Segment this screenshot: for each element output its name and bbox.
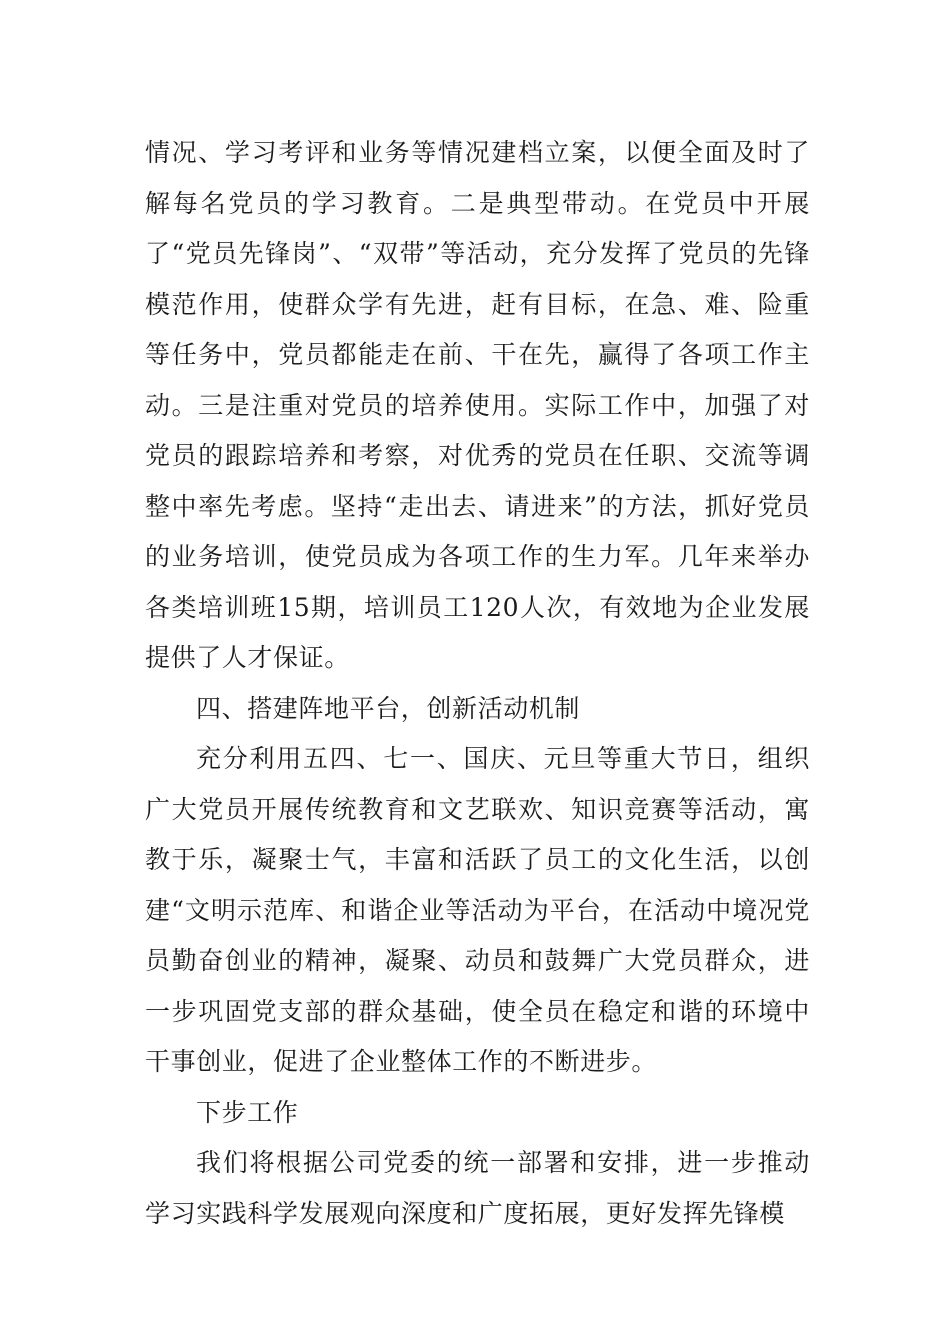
body-paragraph: 充分利用五四、七一、国庆、元旦等重大节日，组织广大党员开展传统教育和文艺联欢、知识竞赛等活动，寓教于乐，凝聚士气，丰富和活跃了员工的文化生活，以创建“文明示范库、和谐企业等活动为平台，在活动中境况党员勤奋创业的精神，凝聚、动员和鼓舞广大党员群众，进一步巩固党支部的群众基础，使全员在稳定和谐的环境中干事创业，促进了企业整体工作的不断进步。 xyxy=(145,744,810,1076)
section-heading: 四、搭建阵地平台，创新活动机制 xyxy=(196,693,581,723)
body-paragraph: 情况、学习考评和业务等情况建档立案，以便全面及时了解每名党员的学习教育。二是典型带动。在党员中开展了“党员先锋岗”、“双带”等活动，充分发挥了党员的先锋模范作用，使群众学有先进，赶有目标，在急、难、险重等任务中，党员都能走在前、干在先，赢得了各项工作主动。三是注重对党员的培养使用。实际工作中，加强了对党员的跟踪培养和考察，对优秀的党员在任职、交流等调整中率先考虑。坚持“走出去、请进来”的方法，抓好党员的业务培训，使党员成为各项工作的生力军。几年来举办各类培训班15期，培训员工120人次，有效地为企业发展提供了人才保证。 xyxy=(145,138,810,672)
body-paragraph: 我们将根据公司党委的统一部署和安排，进一步推动学习实践科学发展观向深度和广度拓展，更好发挥先锋模 xyxy=(145,1148,810,1228)
document-body xyxy=(145,128,810,1239)
section-heading: 下步工作 xyxy=(196,1097,299,1127)
